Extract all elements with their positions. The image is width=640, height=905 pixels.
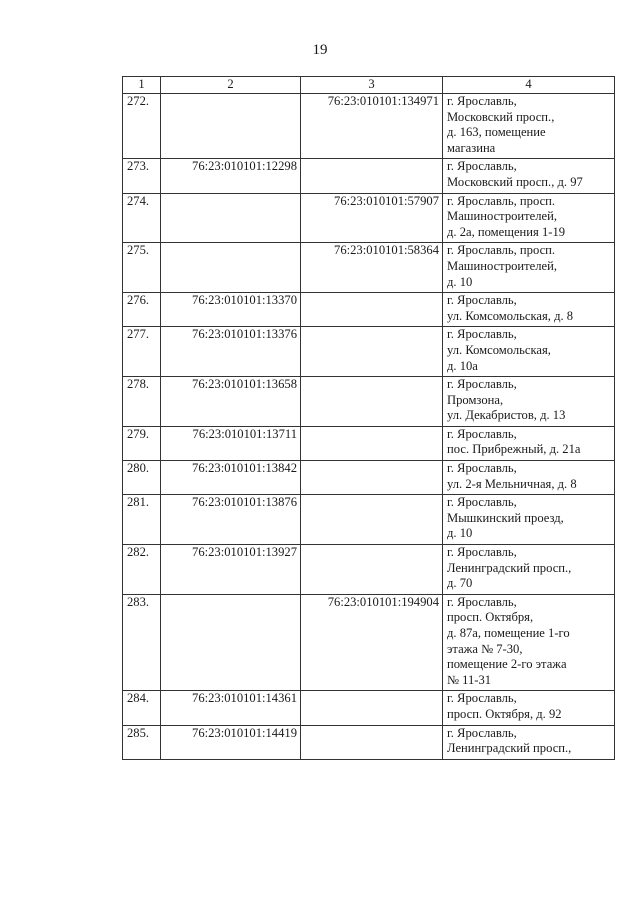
cadastral-number-premises: 76:23:010101:194904 xyxy=(301,594,443,691)
table-row xyxy=(123,193,615,243)
cadastral-number-building: 76:23:010101:12298 xyxy=(161,159,301,193)
address-cell xyxy=(443,193,615,243)
address-line: д. 70 xyxy=(447,576,473,591)
address-line: д. 10 xyxy=(447,526,473,541)
row-number: 285. xyxy=(123,725,161,759)
address-line: г. Ярославль, xyxy=(447,691,517,706)
row-number: 272. xyxy=(123,94,161,159)
row-number: 279. xyxy=(123,426,161,460)
row-number: 273. xyxy=(123,159,161,193)
address-cell xyxy=(443,594,615,691)
cadastral-number-building: 76:23:010101:13876 xyxy=(161,495,301,545)
row-number: 277. xyxy=(123,327,161,377)
cadastral-number-building xyxy=(161,193,301,243)
cadastral-number-premises xyxy=(301,327,443,377)
address-line: ул. 2-я Мельничная, д. 8 xyxy=(447,476,577,491)
table-body xyxy=(123,94,615,760)
cadastral-number-building: 76:23:010101:13927 xyxy=(161,545,301,595)
table-row xyxy=(123,545,615,595)
header-col-2: 2 xyxy=(161,77,301,94)
table-row xyxy=(123,243,615,293)
table-row xyxy=(123,293,615,327)
address-line: просп. Октября, д. 92 xyxy=(447,706,562,721)
address-line: этажа № 7-30, xyxy=(447,641,523,656)
address-line: Машиностроителей, xyxy=(447,258,558,273)
address-line: г. Ярославль, xyxy=(447,594,517,609)
row-number: 275. xyxy=(123,243,161,293)
header-col-4: 4 xyxy=(443,77,615,94)
address-line: г. Ярославль, просп. xyxy=(447,193,556,208)
address-cell xyxy=(443,725,615,759)
address-cell xyxy=(443,495,615,545)
cadastral-number-premises: 76:23:010101:134971 xyxy=(301,94,443,159)
row-number: 283. xyxy=(123,594,161,691)
table-row xyxy=(123,94,615,159)
cadastral-number-premises: 76:23:010101:57907 xyxy=(301,193,443,243)
address-line: д. 10 xyxy=(447,274,473,289)
address-cell xyxy=(443,159,615,193)
address-line: просп. Октября, xyxy=(447,610,534,625)
table-row xyxy=(123,377,615,427)
address-line: помещение 2-го этажа xyxy=(447,657,567,672)
address-line: г. Ярославль, просп. xyxy=(447,243,556,258)
address-line: Московский просп., xyxy=(447,109,555,124)
cadastral-number-premises xyxy=(301,725,443,759)
address-line: г. Ярославль, xyxy=(447,293,517,308)
cadastral-number-premises xyxy=(301,461,443,495)
address-line: г. Ярославль, xyxy=(447,545,517,560)
table-row xyxy=(123,691,615,725)
address-line: д. 87а, помещение 1-го xyxy=(447,626,570,640)
address-line: пос. Прибрежный, д. 21а xyxy=(447,442,581,457)
address-line: магазина xyxy=(447,140,496,155)
table-row xyxy=(123,461,615,495)
cadastral-number-premises xyxy=(301,377,443,427)
property-registry-table xyxy=(122,76,615,760)
cadastral-number-building xyxy=(161,243,301,293)
address-cell xyxy=(443,327,615,377)
address-line: ул. Комсомольская, xyxy=(447,342,551,357)
table-row xyxy=(123,426,615,460)
cadastral-number-premises xyxy=(301,495,443,545)
row-number: 276. xyxy=(123,293,161,327)
address-line: Московский просп., д. 97 xyxy=(447,174,583,189)
cadastral-number-premises: 76:23:010101:58364 xyxy=(301,243,443,293)
address-line: № 11-31 xyxy=(447,672,492,687)
cadastral-number-building: 76:23:010101:13370 xyxy=(161,293,301,327)
row-number: 278. xyxy=(123,377,161,427)
address-line: Ленинградский просп., xyxy=(447,560,572,575)
address-line: д. 163, помещение xyxy=(447,125,546,140)
address-line: г. Ярославль, xyxy=(447,327,517,342)
cadastral-number-building xyxy=(161,94,301,159)
address-line: Промзона, xyxy=(447,392,504,407)
address-cell xyxy=(443,243,615,293)
cadastral-number-premises xyxy=(301,545,443,595)
address-line: г. Ярославль, xyxy=(447,725,517,740)
address-cell xyxy=(443,94,615,159)
header-col-3: 3 xyxy=(301,77,443,94)
cadastral-number-premises xyxy=(301,691,443,725)
row-number: 281. xyxy=(123,495,161,545)
cadastral-number-building: 76:23:010101:13842 xyxy=(161,461,301,495)
row-number: 282. xyxy=(123,545,161,595)
address-line: д. 2а, помещения 1-19 xyxy=(447,224,566,239)
address-cell xyxy=(443,426,615,460)
address-line: д. 10а xyxy=(447,358,478,373)
table-row xyxy=(123,725,615,759)
table-row xyxy=(123,495,615,545)
cadastral-number-building: 76:23:010101:13658 xyxy=(161,377,301,427)
address-cell xyxy=(443,377,615,427)
address-line: Машиностроителей, xyxy=(447,209,558,224)
row-number: 284. xyxy=(123,691,161,725)
address-cell xyxy=(443,293,615,327)
cadastral-number-premises xyxy=(301,159,443,193)
cadastral-number-building: 76:23:010101:14361 xyxy=(161,691,301,725)
address-line: г. Ярославль, xyxy=(447,426,517,441)
address-line: ул. Декабристов, д. 13 xyxy=(447,408,566,423)
table-row xyxy=(123,594,615,691)
address-cell xyxy=(443,691,615,725)
cadastral-number-premises xyxy=(301,426,443,460)
header-row xyxy=(123,77,615,94)
row-number: 274. xyxy=(123,193,161,243)
cadastral-number-premises xyxy=(301,293,443,327)
address-cell xyxy=(443,461,615,495)
address-line: г. Ярославль, xyxy=(447,461,517,476)
row-number: 280. xyxy=(123,461,161,495)
address-line: г. Ярославль, xyxy=(447,159,517,174)
address-cell xyxy=(443,545,615,595)
address-line: г. Ярославль, xyxy=(447,94,517,108)
address-line: г. Ярославль, xyxy=(447,377,517,392)
table-row xyxy=(123,159,615,193)
address-line: Ленинградский просп., xyxy=(447,741,572,756)
header-col-1: 1 xyxy=(123,77,161,94)
address-line: г. Ярославль, xyxy=(447,495,517,510)
cadastral-number-building: 76:23:010101:13376 xyxy=(161,327,301,377)
cadastral-number-building: 76:23:010101:14419 xyxy=(161,725,301,759)
address-line: ул. Комсомольская, д. 8 xyxy=(447,308,574,323)
cadastral-number-building xyxy=(161,594,301,691)
address-line: Мышкинский проезд, xyxy=(447,510,564,525)
table-row xyxy=(123,327,615,377)
cadastral-number-building: 76:23:010101:13711 xyxy=(161,426,301,460)
page-number: 19 xyxy=(312,42,328,58)
